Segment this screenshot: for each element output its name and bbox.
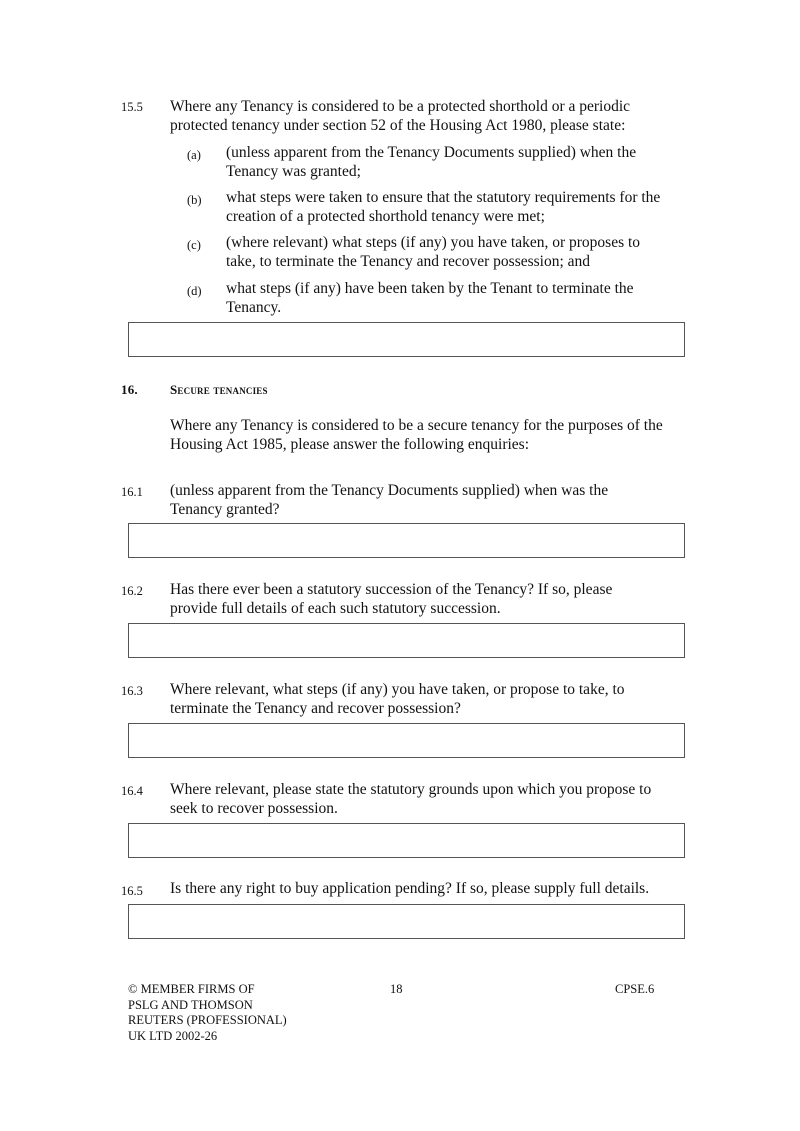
footer-form-code: CPSE.6 <box>615 982 655 996</box>
section-16-number: 16. <box>121 382 138 397</box>
q15-5-item-d-text: what steps (if any) have been taken by the Tenant to terminate the Tenancy. <box>226 280 634 316</box>
q16-5-answer-box[interactable] <box>128 904 685 939</box>
q15-5-item-d-label: (d) <box>187 284 202 298</box>
q15-5-item-c-label: (c) <box>187 238 201 252</box>
q16-1-text: (unless apparent from the Tenancy Documents supplied) when was the Tenancy granted? <box>170 482 609 518</box>
q16-5-text: Is there any right to buy application pending? If so, please supply full details. <box>170 880 650 897</box>
q15-5-number: 15.5 <box>121 100 143 114</box>
q16-1-number: 16.1 <box>121 485 143 499</box>
q15-5-item-a-text: (unless apparent from the Tenancy Documents supplied) when the Tenancy was granted; <box>226 144 637 180</box>
q16-1-answer-box[interactable] <box>128 523 685 558</box>
q16-3-text: Where relevant, what steps (if any) you have taken, or propose to take, to terminate the Tenancy and recover possession? <box>170 681 625 717</box>
q16-4-answer-box[interactable] <box>128 823 685 858</box>
q15-5-item-b-text: what steps were taken to ensure that the statutory requirements for the creation of a protected shorthold tenancy were met; <box>226 189 661 225</box>
footer-page-number: 18 <box>390 982 403 996</box>
q16-2-answer-box[interactable] <box>128 623 685 658</box>
q16-5-number: 16.5 <box>121 884 143 898</box>
q15-5-answer-box[interactable] <box>128 322 685 357</box>
q16-4-text: Where relevant, please state the statutory grounds upon which you propose to seek to recover possession. <box>170 781 652 817</box>
q15-5-item-c-text: (where relevant) what steps (if any) you have taken, or proposes to take, to terminate the Tenancy and recover possession; and <box>226 234 641 270</box>
section-16-heading <box>170 382 268 398</box>
q15-5-text: Where any Tenancy is considered to be a protected shorthold or a periodic protected tenancy under section 52 of the Housing Act 1980, please state: <box>170 98 631 134</box>
section-16-heading-text: Secure tenancies <box>170 382 268 397</box>
footer-copyright: © MEMBER FIRMS OF PSLG AND THOMSON REUTERS (PROFESSIONAL) UK LTD 2002-26 <box>128 982 287 1043</box>
q15-5-item-b-label: (b) <box>187 193 202 207</box>
q15-5-item-a-label: (a) <box>187 148 201 162</box>
section-16-intro: Where any Tenancy is considered to be a secure tenancy for the purposes of the Housing Act 1985, please answer the following enquiries: <box>170 417 663 453</box>
q16-4-number: 16.4 <box>121 784 143 798</box>
q16-2-number: 16.2 <box>121 584 143 598</box>
q16-3-answer-box[interactable] <box>128 723 685 758</box>
q16-3-number: 16.3 <box>121 684 143 698</box>
q16-2-text: Has there ever been a statutory succession of the Tenancy? If so, please provide full details of each such statutory succession. <box>170 581 613 617</box>
